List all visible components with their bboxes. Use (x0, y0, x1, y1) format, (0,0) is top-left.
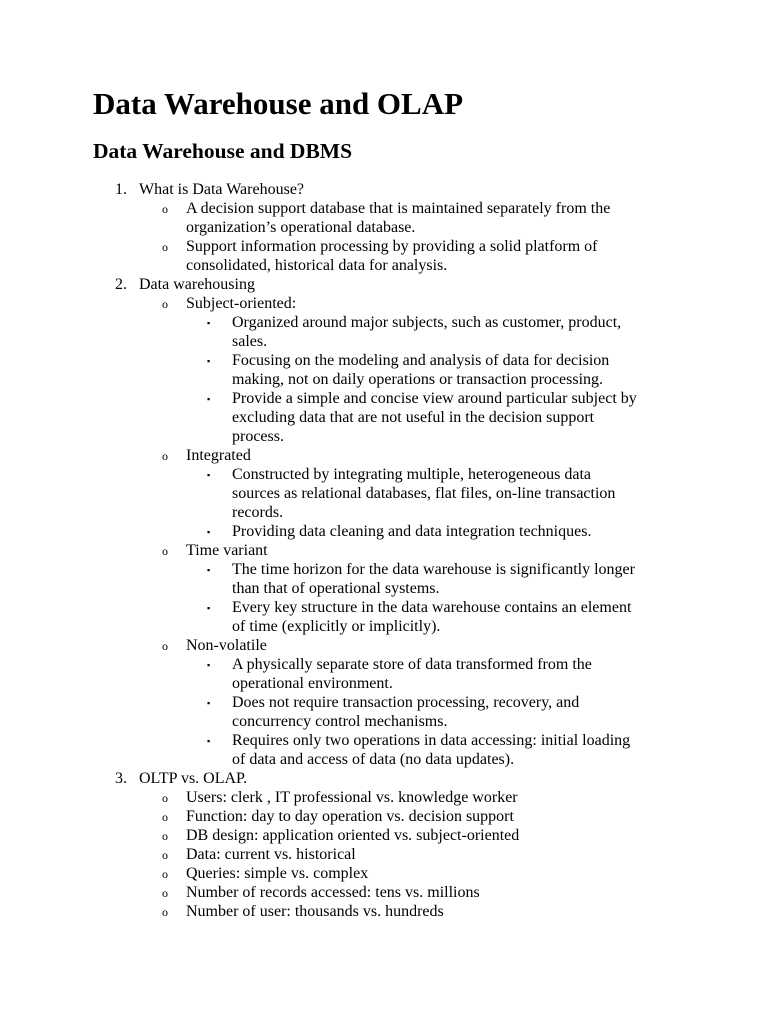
list-marker: ▪ (207, 356, 211, 366)
sub-item (0, 541, 768, 560)
list-marker: ▪ (207, 394, 211, 404)
list-marker: o (162, 449, 168, 463)
sub-item (0, 446, 768, 465)
list-marker: ▪ (207, 698, 211, 708)
list-item-text: excluding data that are not useful in the decision support (232, 409, 595, 426)
list-item-text: Time variant (186, 542, 268, 559)
list-marker: o (162, 639, 168, 653)
list-marker: ▪ (207, 660, 211, 670)
list-marker: o (162, 886, 168, 900)
list-marker: o (162, 848, 168, 862)
list-marker: 2. (115, 276, 127, 293)
list-item-text: Support information processing by providing a solid platform of (186, 238, 598, 255)
sub-item (0, 636, 768, 655)
list-item-text: Data warehousing (139, 276, 255, 293)
list-item-text: of time (explicitly or implicitly). (232, 618, 441, 635)
list-marker: 1. (115, 181, 127, 198)
bullet-item (0, 693, 768, 712)
bullet-item (0, 503, 768, 522)
sub-item (0, 788, 768, 807)
bullet-item (0, 617, 768, 636)
list-item-text: Data: current vs. historical (186, 846, 356, 863)
list-item-text: Provide a simple and concise view around particular subject by (232, 390, 637, 407)
list-marker: 3. (115, 770, 127, 787)
list-item-text: A physically separate store of data transformed from the (232, 656, 592, 673)
list-item-text: Users: clerk , IT professional vs. knowledge worker (186, 789, 518, 806)
list-item-text: of data and access of data (no data updates). (232, 751, 515, 768)
list-item-text: sales. (232, 333, 268, 350)
bullet-item (0, 579, 768, 598)
list-item-text: Constructed by integrating multiple, heterogeneous data (232, 466, 592, 483)
bullet-item (0, 750, 768, 769)
sub-item (0, 826, 768, 845)
list-item-text: Providing data cleaning and data integration techniques. (232, 523, 592, 540)
bullet-item (0, 332, 768, 351)
sub-item (0, 807, 768, 826)
list-item-text: Number of records accessed: tens vs. millions (186, 884, 480, 901)
list-marker: o (162, 829, 168, 843)
list-item-text: What is Data Warehouse? (139, 181, 305, 198)
bullet-item (0, 731, 768, 750)
bullet-item (0, 370, 768, 389)
list-item-text: Organized around major subjects, such as customer, product, (232, 314, 622, 331)
bullet-item (0, 427, 768, 446)
list-marker: ▪ (207, 527, 211, 537)
bullet-item (0, 560, 768, 579)
list-item-text: Requires only two operations in data accessing: initial loading (232, 732, 631, 749)
bullet-item (0, 465, 768, 484)
list-item-text: Focusing on the modeling and analysis of data for decision (232, 352, 610, 369)
list-item-text: Subject-oriented: (186, 295, 297, 312)
list-item-text: concurrency control mechanisms. (232, 713, 448, 730)
list-marker: ▪ (207, 318, 211, 328)
list-marker: ▪ (207, 470, 211, 480)
list-item-text: A decision support database that is maintained separately from the (186, 200, 611, 217)
numbered-item (0, 275, 768, 294)
bullet-item (0, 655, 768, 674)
list-marker: o (162, 791, 168, 805)
sub-item (0, 883, 768, 902)
list-item-text: making, not on daily operations or transaction processing. (232, 371, 604, 388)
list-item-text: Function: day to day operation vs. decision support (186, 808, 514, 825)
list-item-text: Integrated (186, 447, 251, 464)
list-marker: ▪ (207, 736, 211, 746)
sub-item (0, 845, 768, 864)
list-item-text: than that of operational systems. (232, 580, 440, 597)
section-heading: Data Warehouse and DBMS (93, 139, 353, 163)
list-marker: o (162, 810, 168, 824)
list-item-text: OLTP vs. OLAP. (139, 770, 248, 787)
sub-item (0, 256, 768, 275)
bullet-item (0, 484, 768, 503)
sub-item (0, 294, 768, 313)
list-item-text: DB design: application oriented vs. subject-oriented (186, 827, 520, 844)
sub-item (0, 199, 768, 218)
bullet-item (0, 408, 768, 427)
bullet-item (0, 522, 768, 541)
list-marker: o (162, 202, 168, 216)
outline-list (0, 180, 768, 921)
list-item-text: operational environment. (232, 675, 393, 692)
bullet-item (0, 313, 768, 332)
document-title: Data Warehouse and OLAP (93, 86, 464, 121)
sub-item (0, 902, 768, 921)
list-marker: o (162, 905, 168, 919)
numbered-item (0, 180, 768, 199)
sub-item (0, 218, 768, 237)
list-item-text: Every key structure in the data warehouse contains an element (232, 599, 632, 616)
list-marker: ▪ (207, 565, 211, 575)
bullet-item (0, 351, 768, 370)
list-item-text: consolidated, historical data for analysis. (186, 257, 448, 274)
bullet-item (0, 674, 768, 693)
list-item-text: sources as relational databases, flat files, on-line transaction (232, 485, 616, 502)
numbered-item (0, 769, 768, 788)
list-item-text: process. (232, 428, 284, 445)
list-marker: o (162, 297, 168, 311)
list-item-text: The time horizon for the data warehouse is significantly longer (232, 561, 635, 578)
bullet-item (0, 389, 768, 408)
list-marker: ▪ (207, 603, 211, 613)
list-marker: o (162, 867, 168, 881)
list-item-text: Non-volatile (186, 637, 267, 654)
list-item-text: Number of user: thousands vs. hundreds (186, 903, 444, 920)
list-item-text: Queries: simple vs. complex (186, 865, 369, 882)
sub-item (0, 864, 768, 883)
sub-item (0, 237, 768, 256)
list-item-text: Does not require transaction processing, recovery, and (232, 694, 580, 711)
list-marker: o (162, 240, 168, 254)
list-item-text: organization’s operational database. (186, 219, 416, 236)
list-marker: o (162, 544, 168, 558)
bullet-item (0, 598, 768, 617)
bullet-item (0, 712, 768, 731)
list-item-text: records. (232, 504, 284, 521)
